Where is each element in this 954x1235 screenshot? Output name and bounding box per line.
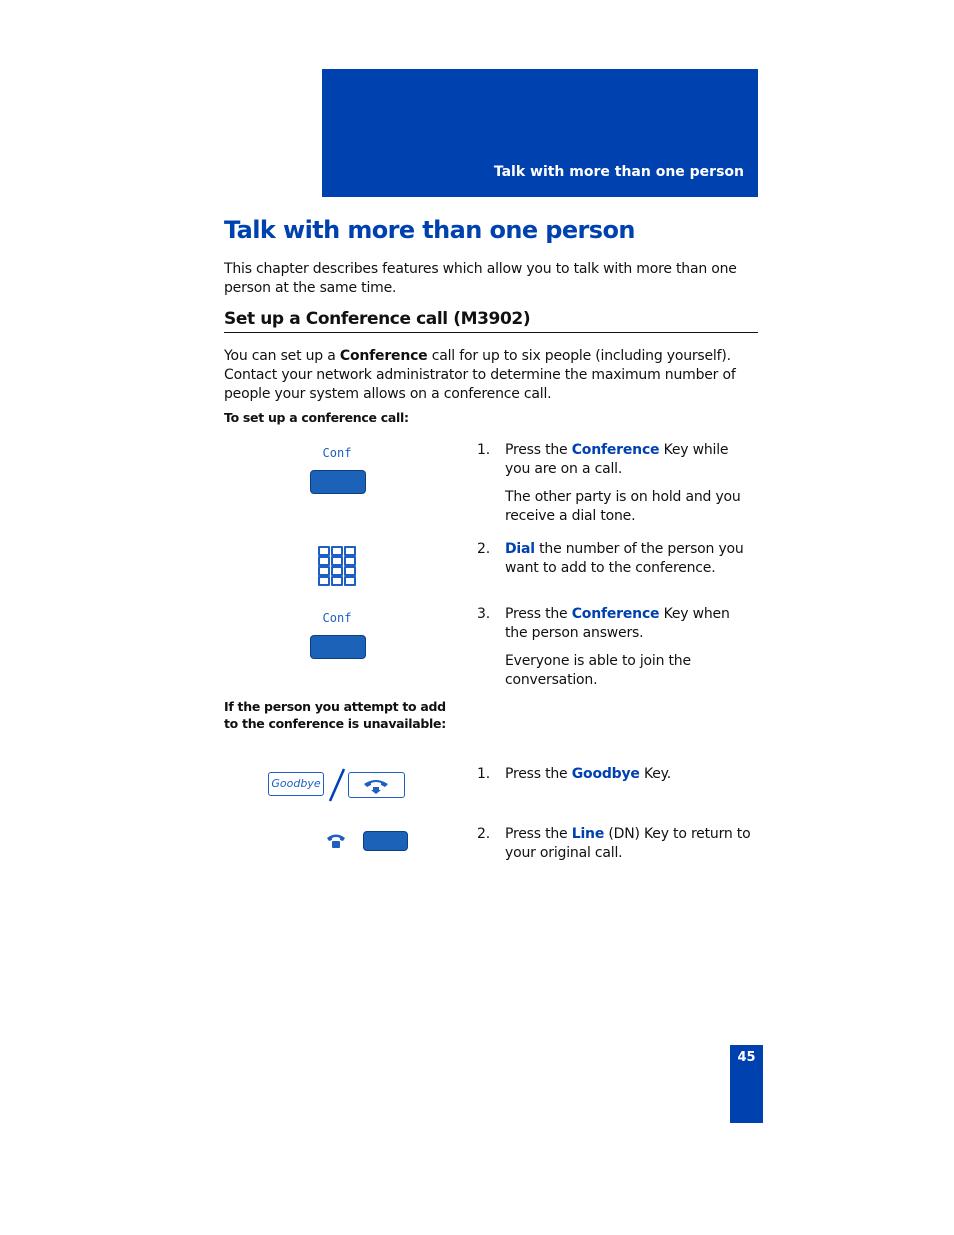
running-title: Talk with more than one person xyxy=(493,164,744,180)
release-key-icon xyxy=(348,772,405,798)
conference-softkey-icon xyxy=(310,635,366,659)
unavailable-title: If the person you attempt to add to the conference is unavailable: xyxy=(224,699,446,731)
keyword-goodbye: Goodbye xyxy=(571,766,640,782)
step-instruction: Press the Goodbye Key. xyxy=(505,766,672,782)
page-title: Talk with more than one person xyxy=(224,216,635,244)
keyword-dial: Dial xyxy=(505,541,535,557)
step-note: The other party is on hold and you receive a dial tone. xyxy=(505,489,741,524)
page-number-tab xyxy=(730,1045,763,1123)
conf-softkey-label: Conf xyxy=(322,611,352,625)
section-heading: Set up a Conference call (M3902) xyxy=(224,309,758,333)
step-instruction: Dial the number of the person you want to add to the conference. xyxy=(505,541,744,576)
step-note: Everyone is able to join the conversation. xyxy=(505,653,691,688)
step-number: 2. xyxy=(477,826,490,842)
handset-icon xyxy=(326,832,346,850)
step-number: 1. xyxy=(477,766,490,782)
step-instruction: Press the Conference Key while you are on a call. xyxy=(505,442,729,477)
conference-softkey-icon xyxy=(310,470,366,494)
step-number: 2. xyxy=(477,541,490,557)
procedure-title: To set up a conference call: xyxy=(224,410,409,425)
conf-softkey-label: Conf xyxy=(322,446,352,460)
step-number: 3. xyxy=(477,606,490,622)
keyword-conference: Conference xyxy=(571,606,660,622)
step-number: 1. xyxy=(477,442,490,458)
line-key-icon xyxy=(363,831,408,851)
header-band xyxy=(322,69,758,197)
goodbye-key-icon: Goodbye xyxy=(268,772,324,796)
step-instruction: Press the Line (DN) Key to return to your original call. xyxy=(505,826,751,861)
conference-term: Conference xyxy=(339,348,428,364)
keyword-line: Line xyxy=(571,826,605,842)
page-number: 45 xyxy=(737,1050,756,1065)
or-slash-icon xyxy=(327,767,347,803)
section-body: You can set up a Conference call for up to six people (including yourself). Contact your network administrator to determine the maximum number of people your system allows on a conference call. xyxy=(224,348,736,402)
keyword-conference: Conference xyxy=(571,442,660,458)
intro-paragraph: This chapter describes features which allow you to talk with more than one person at the same time. xyxy=(224,261,737,296)
keypad-icon xyxy=(318,546,356,584)
step-instruction: Press the Conference Key when the person answers. xyxy=(505,606,730,641)
